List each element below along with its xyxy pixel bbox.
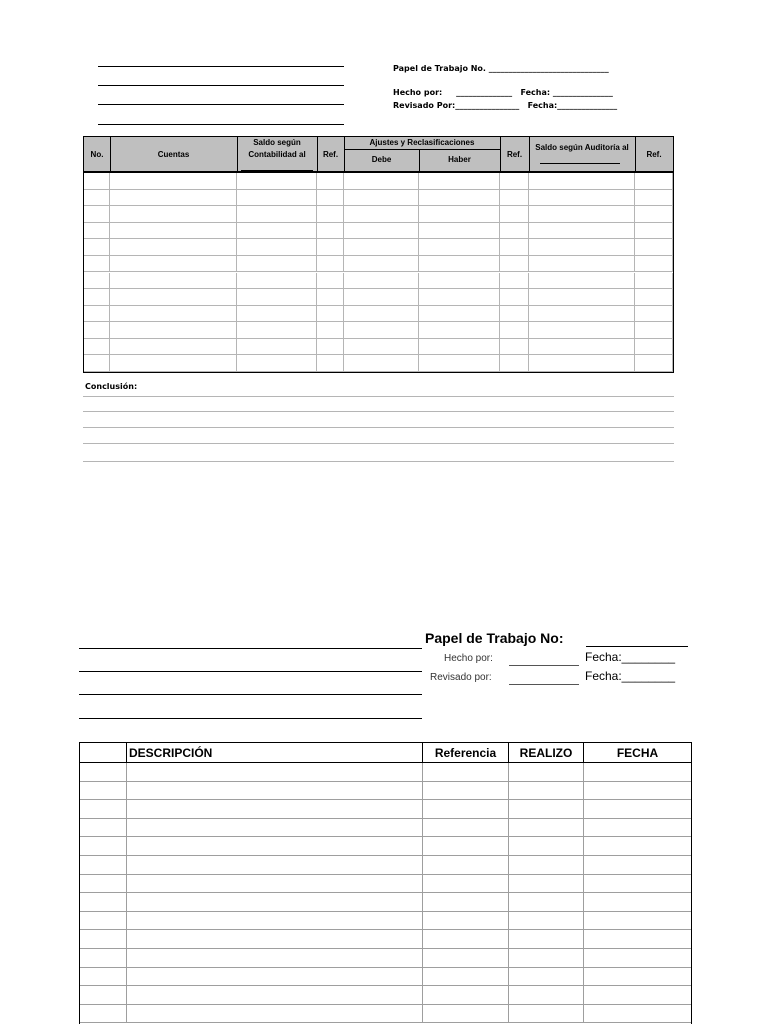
table-cell[interactable] [509,763,584,781]
table-cell[interactable] [423,782,509,800]
conclusion-line [83,427,674,428]
table-row [80,782,691,801]
table-cell[interactable] [127,856,423,874]
table-cell[interactable] [127,782,423,800]
table-cell[interactable] [84,306,110,322]
table-cell[interactable] [317,239,344,255]
table-cell[interactable] [635,223,673,239]
header-cuentas: Cuentas [157,150,190,159]
table-cell[interactable] [500,206,529,222]
table-cell[interactable] [110,339,237,355]
table-cell[interactable] [317,273,344,289]
table-cell[interactable] [127,930,423,948]
table-cell[interactable] [635,339,673,355]
table-row [84,273,673,290]
table-row [80,1005,691,1024]
hecho-por-line [509,665,579,666]
col-divider [635,137,636,173]
table-cell[interactable] [127,893,423,911]
table-cell[interactable] [500,273,529,289]
table-cell[interactable] [317,206,344,222]
header-blank-line [79,671,422,672]
table-cell[interactable] [80,949,127,967]
table-cell[interactable] [635,355,673,371]
table-cell[interactable] [344,173,419,189]
table-cell[interactable] [500,355,529,371]
header-blank-line [79,694,422,695]
table-cell[interactable] [500,322,529,338]
table-cell[interactable] [317,355,344,371]
table-cell[interactable] [529,306,635,322]
table-cell[interactable] [635,206,673,222]
table-cell[interactable] [529,256,635,272]
table-cell[interactable] [509,875,584,893]
table-cell[interactable] [237,206,317,222]
table-cell[interactable] [509,856,584,874]
table-cell[interactable] [423,912,509,930]
table-cell[interactable] [635,306,673,322]
table-cell[interactable] [80,856,127,874]
ajustes-table-header [84,137,673,173]
table-cell[interactable] [237,273,317,289]
header-saldo-contabilidad-1: Saldo según [253,138,301,147]
table-cell[interactable] [127,912,423,930]
hecho-por-label: Hecho por: [444,653,493,664]
papel-trabajo-label: Papel de Trabajo No. ______________________________ [393,64,609,73]
table-cell[interactable] [500,223,529,239]
table-cell[interactable] [344,223,419,239]
table-cell[interactable] [344,273,419,289]
table-cell[interactable] [584,837,691,855]
table-cell[interactable] [127,763,423,781]
table-cell[interactable] [509,837,584,855]
table-cell[interactable] [317,306,344,322]
table-cell[interactable] [584,949,691,967]
header-descripcion: DESCRIPCIÓN [127,743,423,763]
header-saldo-auditoria: Saldo según Auditoría al [535,143,629,152]
table-cell[interactable] [344,306,419,322]
table-cell[interactable] [423,856,509,874]
table-cell[interactable] [344,339,419,355]
header-ref-3: Ref. [646,150,662,159]
header-blank-line [79,718,422,719]
table-cell[interactable] [419,339,500,355]
table-cell[interactable] [509,1005,584,1023]
table-cell[interactable] [423,837,509,855]
table-cell[interactable] [127,800,423,818]
table-row [84,339,673,356]
table-cell[interactable] [500,173,529,189]
conclusion-label: Conclusión: [85,382,138,391]
table-cell[interactable] [509,819,584,837]
table-cell[interactable] [419,190,500,206]
table-row [80,875,691,894]
revisado-por-label: Revisado Por:________________ Fecha:_______________ [393,101,618,110]
table-cell[interactable] [110,256,237,272]
table-cell[interactable] [509,968,584,986]
table-cell[interactable] [237,223,317,239]
table-row [80,837,691,856]
col-divider [500,137,501,173]
table-cell[interactable] [423,819,509,837]
table-cell[interactable] [584,763,691,781]
table-cell[interactable] [584,875,691,893]
table-cell[interactable] [80,968,127,986]
table-cell[interactable] [419,256,500,272]
header-blank-line [98,124,344,125]
table-row [80,856,691,875]
table-cell[interactable] [500,256,529,272]
table-cell[interactable] [237,190,317,206]
table-cell[interactable] [509,893,584,911]
col-divider [237,137,238,173]
table-row [84,256,673,273]
table-cell[interactable] [423,986,509,1004]
table-cell[interactable] [110,206,237,222]
table-cell[interactable] [84,355,110,371]
table-cell[interactable] [419,289,500,305]
table-cell[interactable] [584,819,691,837]
table-cell[interactable] [423,930,509,948]
table-cell[interactable] [529,322,635,338]
table-cell[interactable] [84,256,110,272]
table-cell[interactable] [584,856,691,874]
table-cell[interactable] [317,289,344,305]
table-cell[interactable] [529,223,635,239]
descripcion-table-body [80,763,691,1024]
table-cell[interactable] [419,239,500,255]
header-saldo-contabilidad-2: Contabilidad al [248,150,306,159]
papel-trabajo-number-line [586,646,688,647]
conclusion-line [83,461,674,462]
header-blank-line [79,648,422,649]
table-row [80,968,691,987]
table-cell[interactable] [344,289,419,305]
col-divider [317,137,318,173]
table-cell[interactable] [529,239,635,255]
table-cell[interactable] [110,190,237,206]
table-cell[interactable] [80,763,127,781]
table-row [84,322,673,339]
table-cell[interactable] [84,173,110,189]
table-cell[interactable] [635,173,673,189]
header-no: No. [90,150,104,159]
table-cell[interactable] [110,306,237,322]
table-cell[interactable] [317,322,344,338]
table-cell[interactable] [584,912,691,930]
conclusion-line [83,443,674,444]
table-cell[interactable] [237,289,317,305]
saldo-contabilidad-date-line [241,170,313,171]
table-cell[interactable] [127,875,423,893]
table-cell[interactable] [423,800,509,818]
table-cell[interactable] [635,322,673,338]
table-cell[interactable] [80,837,127,855]
table-cell[interactable] [237,306,317,322]
table-cell[interactable] [317,339,344,355]
saldo-auditoria-date-line [540,163,620,164]
table-cell[interactable] [84,239,110,255]
table-cell[interactable] [127,1005,423,1023]
table-cell[interactable] [344,322,419,338]
header-blank [80,743,127,763]
table-row [80,949,691,968]
table-cell[interactable] [500,306,529,322]
table-cell[interactable] [80,912,127,930]
table-cell[interactable] [584,893,691,911]
table-row [80,930,691,949]
table-cell[interactable] [509,986,584,1004]
conclusion-line [83,396,674,397]
table-cell[interactable] [317,190,344,206]
table-cell[interactable] [500,289,529,305]
table-cell[interactable] [529,339,635,355]
table-row [84,355,673,372]
table-cell[interactable] [635,273,673,289]
table-cell[interactable] [80,1005,127,1023]
table-cell[interactable] [84,339,110,355]
header-realizo: REALIZO [509,743,584,763]
table-cell[interactable] [509,800,584,818]
table-cell[interactable] [84,223,110,239]
table-cell[interactable] [344,190,419,206]
table-cell[interactable] [419,355,500,371]
header-referencia: Referencia [423,743,509,763]
table-cell[interactable] [127,837,423,855]
table-cell[interactable] [529,173,635,189]
table-cell[interactable] [317,173,344,189]
table-cell[interactable] [635,256,673,272]
table-cell[interactable] [344,256,419,272]
table-cell[interactable] [635,190,673,206]
table-cell[interactable] [423,893,509,911]
revisado-por-line [509,684,579,685]
table-cell[interactable] [529,289,635,305]
table-cell[interactable] [110,289,237,305]
header-blank-line [98,104,344,105]
table-row [84,306,673,323]
hecho-por-label: Hecho por: ______________ Fecha: _______________ [393,88,613,97]
table-row [80,893,691,912]
col-divider [529,137,530,173]
table-cell[interactable] [584,986,691,1004]
papel-trabajo-title: Papel de Trabajo No: [425,630,564,646]
table-cell[interactable] [317,223,344,239]
table-cell[interactable] [110,322,237,338]
table-row [84,206,673,223]
table-cell[interactable] [509,912,584,930]
table-row [84,173,673,190]
table-row [80,912,691,931]
ajustes-table [83,136,674,373]
table-cell[interactable] [317,256,344,272]
table-cell[interactable] [237,355,317,371]
table-cell[interactable] [529,206,635,222]
header-ajustes: Ajustes y Reclasificaciones [369,138,475,147]
header-blank-line [98,85,344,86]
table-cell[interactable] [344,239,419,255]
header-blank-line [98,66,344,67]
col-divider [110,137,111,173]
table-cell[interactable] [237,173,317,189]
header-ref-2: Ref. [506,150,523,159]
ajustes-divider [344,149,500,150]
table-cell[interactable] [529,273,635,289]
table-row [80,819,691,838]
table-row [84,239,673,256]
table-cell[interactable] [110,239,237,255]
table-cell[interactable] [80,893,127,911]
table-cell[interactable] [127,968,423,986]
fecha-label-1: Fecha:________ [585,650,676,664]
col-divider [419,149,420,173]
table-cell[interactable] [423,968,509,986]
table-cell[interactable] [635,239,673,255]
table-cell[interactable] [110,355,237,371]
table-cell[interactable] [127,986,423,1004]
table-cell[interactable] [80,930,127,948]
header-ref-1: Ref. [322,150,339,159]
table-cell[interactable] [237,339,317,355]
table-cell[interactable] [584,1005,691,1023]
conclusion-line [83,411,674,412]
table-cell[interactable] [344,206,419,222]
table-cell[interactable] [344,355,419,371]
table-cell[interactable] [80,875,127,893]
table-cell[interactable] [419,322,500,338]
table-cell[interactable] [500,339,529,355]
table-cell[interactable] [423,1005,509,1023]
table-cell[interactable] [84,322,110,338]
table-cell[interactable] [500,239,529,255]
table-cell[interactable] [237,322,317,338]
descripcion-table [79,742,692,1024]
table-cell[interactable] [84,273,110,289]
table-cell[interactable] [509,949,584,967]
descripcion-table-header [80,743,691,763]
table-cell[interactable] [84,190,110,206]
table-cell[interactable] [237,239,317,255]
col-divider [344,137,345,173]
table-cell[interactable] [419,206,500,222]
fecha-label-2: Fecha:________ [585,669,676,683]
table-cell[interactable] [80,782,127,800]
ajustes-table-body [84,173,673,372]
table-cell[interactable] [84,289,110,305]
table-cell[interactable] [237,256,317,272]
table-cell[interactable] [80,819,127,837]
table-row [80,986,691,1005]
table-row [84,289,673,306]
table-cell[interactable] [500,190,529,206]
header-haber: Haber [448,155,471,164]
table-cell[interactable] [419,273,500,289]
table-cell[interactable] [584,800,691,818]
table-cell[interactable] [419,173,500,189]
table-cell[interactable] [419,306,500,322]
table-cell[interactable] [80,986,127,1004]
table-cell[interactable] [110,223,237,239]
table-cell[interactable] [584,930,691,948]
table-cell[interactable] [635,289,673,305]
table-cell[interactable] [110,273,237,289]
table-cell[interactable] [529,355,635,371]
table-cell[interactable] [84,206,110,222]
table-cell[interactable] [110,173,237,189]
table-row [84,223,673,240]
table-cell[interactable] [529,190,635,206]
header-fecha: FECHA [616,746,659,760]
table-cell[interactable] [584,968,691,986]
table-row [84,190,673,207]
table-cell[interactable] [423,875,509,893]
table-cell[interactable] [80,800,127,818]
table-cell[interactable] [423,763,509,781]
table-row [80,800,691,819]
table-cell[interactable] [127,949,423,967]
table-cell[interactable] [423,949,509,967]
header-debe: Debe [371,155,392,164]
table-cell[interactable] [127,819,423,837]
table-cell[interactable] [584,782,691,800]
table-cell[interactable] [509,782,584,800]
table-cell[interactable] [419,223,500,239]
revisado-por-label: Revisado por: [430,672,492,683]
table-row [80,763,691,782]
table-cell[interactable] [509,930,584,948]
